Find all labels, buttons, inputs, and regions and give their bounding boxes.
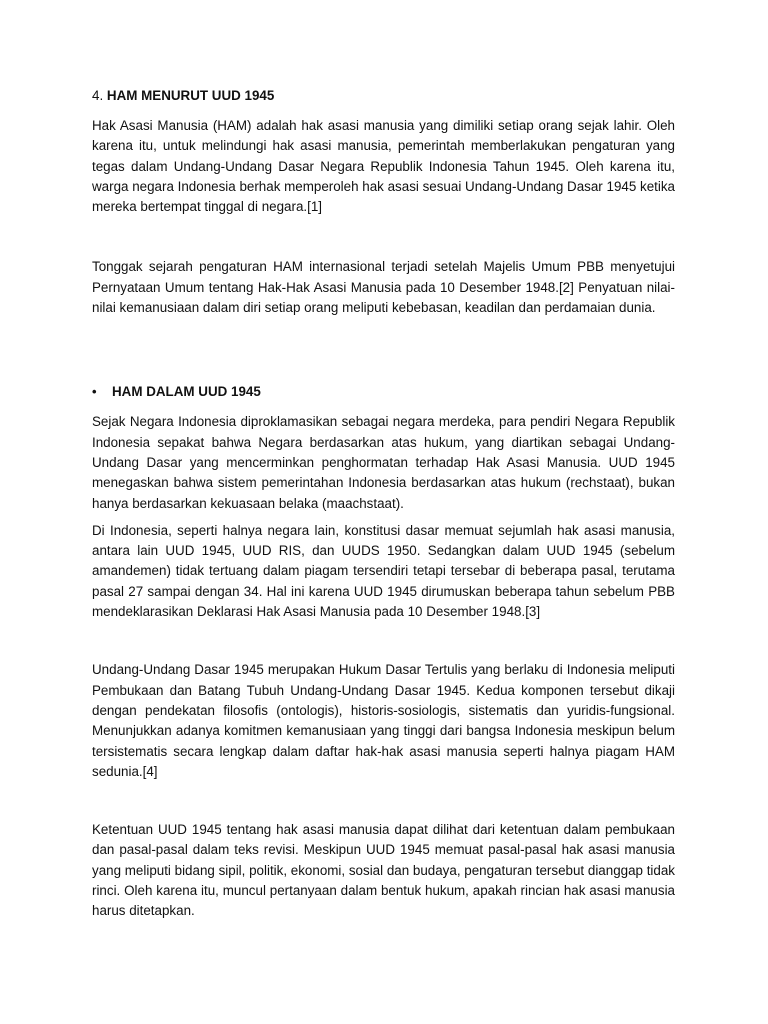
- paragraph: Ketentuan UUD 1945 tentang hak asasi manusia dapat dilihat dari ketentuan dalam pembukaan dan pasal-pasal dalam teks revisi. Meskipun UUD 1945 memuat pasal-pasal hak asasi manusia yang meliputi bidang sipil, politik, ekonomi, sosial dan budaya, pengaturan tersebut dianggap tidak rinci. Oleh karena itu, muncul pertanyaan dalam bentuk hukum, apakah rincian hak asasi manusia harus ditetapkan.: [92, 822, 675, 919]
- paragraph: Undang-Undang Dasar 1945 merupakan Hukum Dasar Tertulis yang berlaku di Indonesia meliputi Pembukaan dan Batang Tubuh Undang-Undang Dasar 1945. Kedua komponen tersebut dikaji dengan pendekatan filosofis (ontologis), historis-sosiologis, sistematis dan yuridis-fungsional. Menunjukkan adanya komitmen kemanusiaan yang tinggi dari bangsa Indonesia meskipun belum tersistematis secara lengkap dalam daftar hak-hak asasi manusia seperti halnya piagam HAM sedunia.[4]: [92, 662, 675, 779]
- paragraph: Tonggak sejarah pengaturan HAM internasional terjadi setelah Majelis Umum PBB menyetujui Pernyataan Umum tentang Hak-Hak Asasi Manusia pada 10 Desember 1948.[2] Penyatuan nilai-nilai kemanusiaan dalam diri setiap orang meliputi kebebasan, keadilan dan perdamaian dunia.: [92, 259, 675, 316]
- section-title: HAM MENURUT UUD 1945: [106, 88, 275, 103]
- paragraph: Sejak Negara Indonesia diproklamasikan sebagai negara merdeka, para pendiri Negara Republik Indonesia sepakat bahwa Negara berdasarkan atas hukum, yang diartikan sebagai Undang-Undang Dasar yang mencerminkan penghormatan terhadap Hak Asasi Manusia. UUD 1945 menegaskan bahwa sistem pemerintahan Indonesia berdasarkan atas hukum (rechstaat), bukan hanya berdasarkan kekuasaan belaka (maachstaat).: [92, 414, 675, 511]
- section-title: HAM DALAM UUD 1945: [112, 384, 261, 400]
- paragraph: Hak Asasi Manusia (HAM) adalah hak asasi manusia yang dimiliki setiap orang sejak lahir. Oleh karena itu, untuk melindungi hak asasi manusia, pemerintah memberlakukan pengaturan yang tegas dalam Undang-Undang Dasar Negara Republik Indonesia Tahun 1945. Oleh karena itu, warga negara Indonesia berhak memperoleh hak asasi sesuai Undang-Undang Dasar 1945 ketika mereka bertempat tinggal di negara.[1]: [92, 118, 675, 215]
- bullet-icon: •: [92, 384, 97, 400]
- section-number: 4.: [92, 88, 104, 103]
- section-heading-ham-menurut-uud: [92, 86, 675, 106]
- paragraph: Di Indonesia, seperti halnya negara lain, konstitusi dasar memuat sejumlah hak asasi manusia, antara lain UUD 1945, UUD RIS, dan UUDS 1950. Sedangkan dalam UUD 1945 (sebelum amandemen) tidak tertuang dalam piagam tersendiri tetapi tersebar di beberapa pasal, terutama pasal 27 sampai dengan 34. Hal ini karena UUD 1945 dirumuskan beberapa tahun sebelum PBB mendeklarasikan Deklarasi Hak Asasi Manusia pada 10 Desember 1948.[3]: [92, 522, 675, 620]
- document-page: [92, 86, 675, 922]
- section-heading-ham-dalam-uud: [92, 382, 675, 402]
